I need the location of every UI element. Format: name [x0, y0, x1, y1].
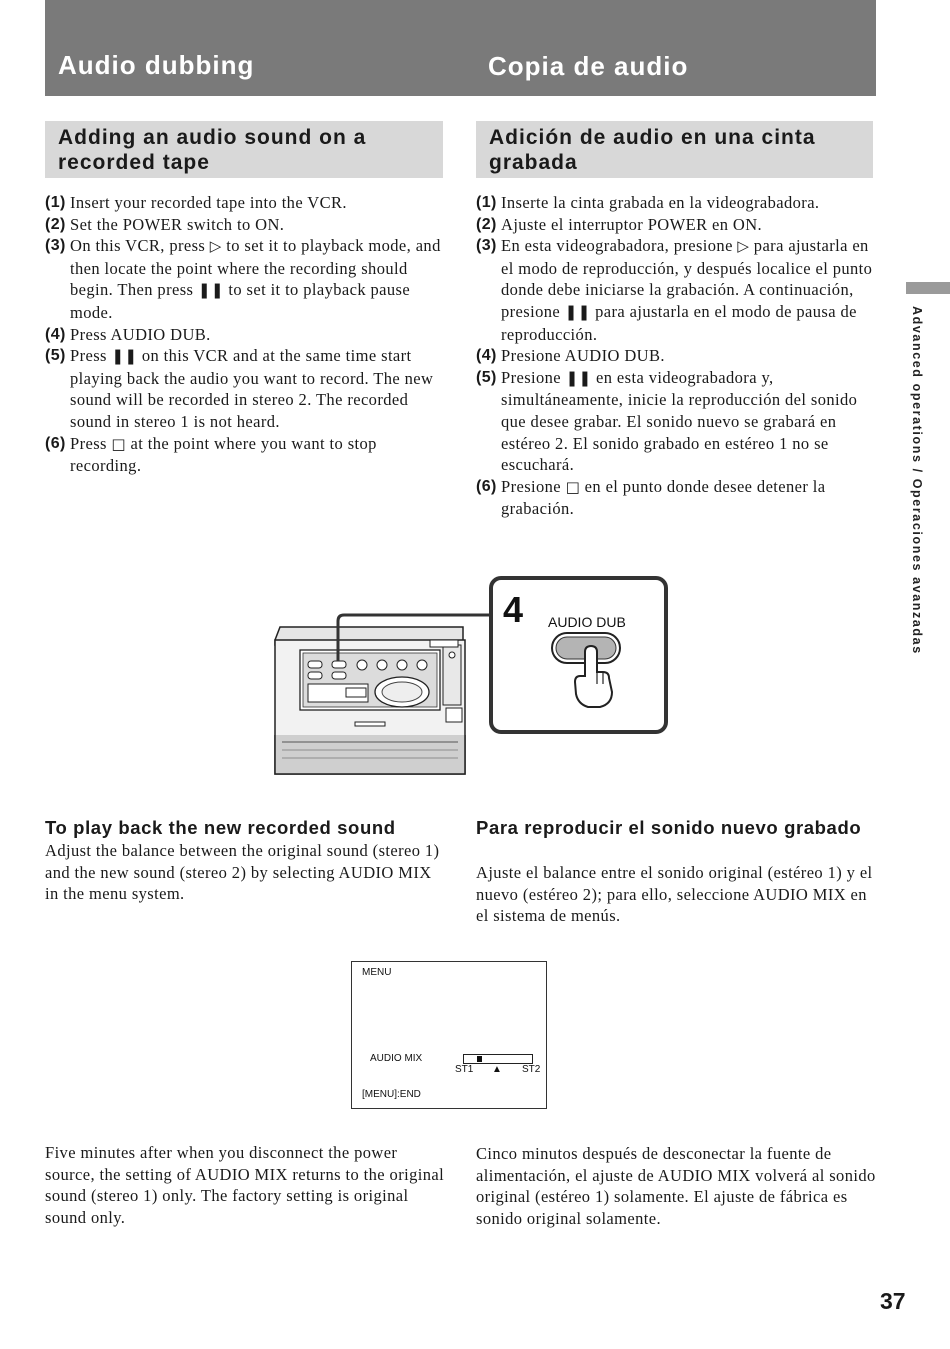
step-6: (6) Press □ at the point where you want to stop recording.: [45, 433, 377, 476]
audio-mix-knob[interactable]: [477, 1056, 482, 1062]
step-3: (3) On this VCR, press ▷ to set it to playback mode, and then locate the point where the recording should begin. Then press ❚❚ to set it to playback pause mode.: [45, 236, 441, 322]
section-title-es: Copia de audio: [488, 51, 689, 81]
playback-text-es: Ajuste el balance entre el sonido original (estéreo 1) y el nuevo (estéreo 2); para ello, seleccione AUDIO MIX en el sistema de menús.: [476, 863, 873, 926]
paso-5: (5) Presione ❚❚ en esta videograbadora y, simultáneamente, inicie la reproducción del sonido que desee grabar. El sonido nuevo se grabará en estéreo 2. El sonido grabado en estéreo 1 no se escuchará.: [476, 367, 858, 475]
step-1: (1) Insert your recorded tape into the VCR.: [45, 193, 347, 212]
steps-list-en: [45, 192, 445, 477]
steps-list-es: [476, 192, 876, 520]
section-title-en: Audio dubbing: [58, 50, 255, 80]
note-es: Cinco minutos después de desconectar la fuente de alimentación, el ajuste de AUDIO MIX volverá al sonido original (estéreo 1) solamente. El ajuste de fábrica es sonido original solamente.: [476, 1144, 876, 1228]
st1-label: ST1: [455, 1064, 474, 1075]
playback-text-en: Adjust the balance between the original sound (stereo 1) and the new sound (stereo 2) by selecting AUDIO MIX in the menu system.: [45, 841, 440, 904]
paso-1: (1) Inserte la cinta grabada en la videograbadora.: [476, 193, 820, 212]
step-5: (5) Press ❚❚ on this VCR and at the same time start playing back the audio you want to record. The new sound will be recorded in stereo 2. The recorded sound in stereo 1 is not heard.: [45, 346, 434, 431]
audio-dub-label: AUDIO DUB: [548, 614, 626, 630]
paso-6: (6) Presione □ en el punto donde desee detener la grabación.: [476, 476, 826, 519]
subtitle-band-en: [45, 121, 443, 178]
subtitle-es: Adición de audio en una cinta grabada: [489, 126, 816, 174]
pause-icon: ❚❚: [197, 281, 224, 300]
vcr-illustration: [270, 575, 670, 780]
paso-4: (4) Presione AUDIO DUB.: [476, 346, 665, 366]
pause-icon: ❚❚: [565, 368, 592, 387]
step-4: (4) Press AUDIO DUB.: [45, 324, 211, 344]
vcr-device: [275, 627, 465, 774]
pointer-arrow-icon: ▲: [492, 1064, 502, 1075]
step-2: (2) Set the POWER switch to ON.: [45, 214, 285, 234]
paso-3: (3) En esta videograbadora, presione ▷ para ajustarla en el modo de reproducción, y después localice el punto donde debe iniciarse la grabación. A continuación, presione ❚❚ para ajustarla en el modo de pausa de reproducción.: [476, 236, 873, 344]
pause-icon: ❚❚: [564, 302, 591, 321]
playback-heading-es: Para reproducir el sonido nuevo grabado: [476, 817, 862, 838]
audio-mix-item: AUDIO MIX: [370, 1053, 423, 1064]
note-en: Five minutes after when you disconnect the power source, the setting of AUDIO MIX returns to the original sound (stereo 1) only. The factory setting is original sound only.: [45, 1143, 445, 1227]
sidebar-section-label: Advanced operations / Operaciones avanzadas: [910, 306, 924, 655]
subtitle-band-es: [476, 121, 873, 178]
menu-screen: [351, 961, 547, 1109]
paso-2: (2) Ajuste el interruptor POWER en ON.: [476, 214, 763, 234]
header-band: [45, 0, 876, 96]
playback-heading-en: To play back the new recorded sound: [45, 817, 396, 838]
stop-icon: □: [111, 434, 126, 453]
play-icon: ▷: [737, 237, 750, 256]
illustration-step-number: 4: [503, 589, 524, 630]
audio-mix-slider[interactable]: [463, 1054, 533, 1064]
side-tab-marker: [906, 282, 950, 294]
st2-label: ST2: [522, 1064, 541, 1075]
pause-icon: ❚❚: [111, 347, 138, 366]
menu-end-label: [MENU]:END: [362, 1089, 421, 1100]
play-icon: ▷: [209, 237, 222, 256]
menu-title: MENU: [362, 967, 392, 978]
subtitle-en: Adding an audio sound on a recorded tape: [58, 126, 367, 174]
stop-icon: □: [565, 477, 581, 496]
page-number: 37: [880, 1288, 906, 1314]
